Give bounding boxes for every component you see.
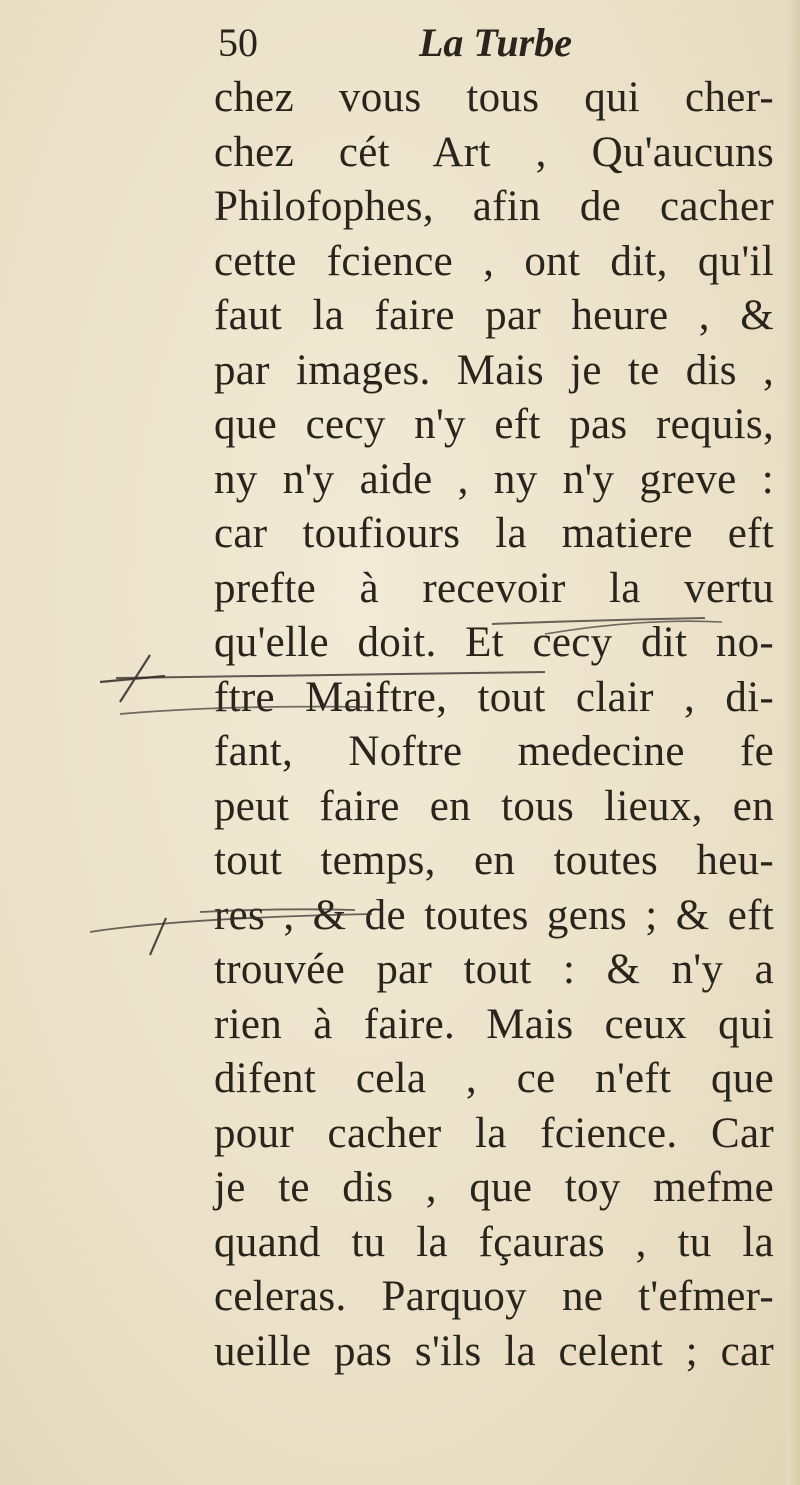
text-line: res , & de toutes gens ; & eft [214,891,774,939]
text-line: cette fcience , ont dit, qu'il [214,237,774,285]
text-line: peut faire en tous lieux, en [214,782,774,830]
text-line: qu'elle doit. Et cecy dit no- [214,619,774,666]
text-line: que cecy n'y eft pas requis, [214,401,774,448]
text-line: fant, Noftre medecine fe [214,728,774,775]
text-line: je te dis , que toy mefme [214,1164,774,1211]
text-line: difent cela , ce n'eft que [214,1055,774,1102]
text-line: Philofophes, afin de cacher [214,183,774,230]
text-line: par images. Mais je te dis , [214,346,774,394]
body-text [214,71,774,1379]
text-line: ftre Maiftre, tout clair , di- [214,673,774,721]
running-title: La Turbe [419,20,572,65]
text-line: chez vous tous qui cher- [214,74,774,121]
text-line: quand tu la fçauras , tu la [214,1218,774,1266]
text-line: prefte à recevoir la vertu [214,564,774,612]
text-line: ny n'y aide , ny n'y greve : [214,455,774,503]
text-line: car toufiours la matiere eft [214,510,774,557]
text-line: ueille pas s'ils la celent ; car [214,1327,774,1375]
text-line: chez cét Art , Qu'aucuns [214,128,774,176]
text-line: tout temps, en toutes heu- [214,837,774,884]
page-header [214,18,774,68]
text-line: rien à faire. Mais ceux qui [214,1000,774,1048]
text-line: trouvée par tout : & n'y a [214,946,774,993]
page-number: 50 [218,20,258,65]
text-line: faut la faire par heure , & [214,292,774,339]
text-line: pour cacher la fcience. Car [214,1109,774,1157]
page-edge [786,0,800,1485]
text-line: celeras. Parquoy ne t'efmer- [214,1273,774,1320]
